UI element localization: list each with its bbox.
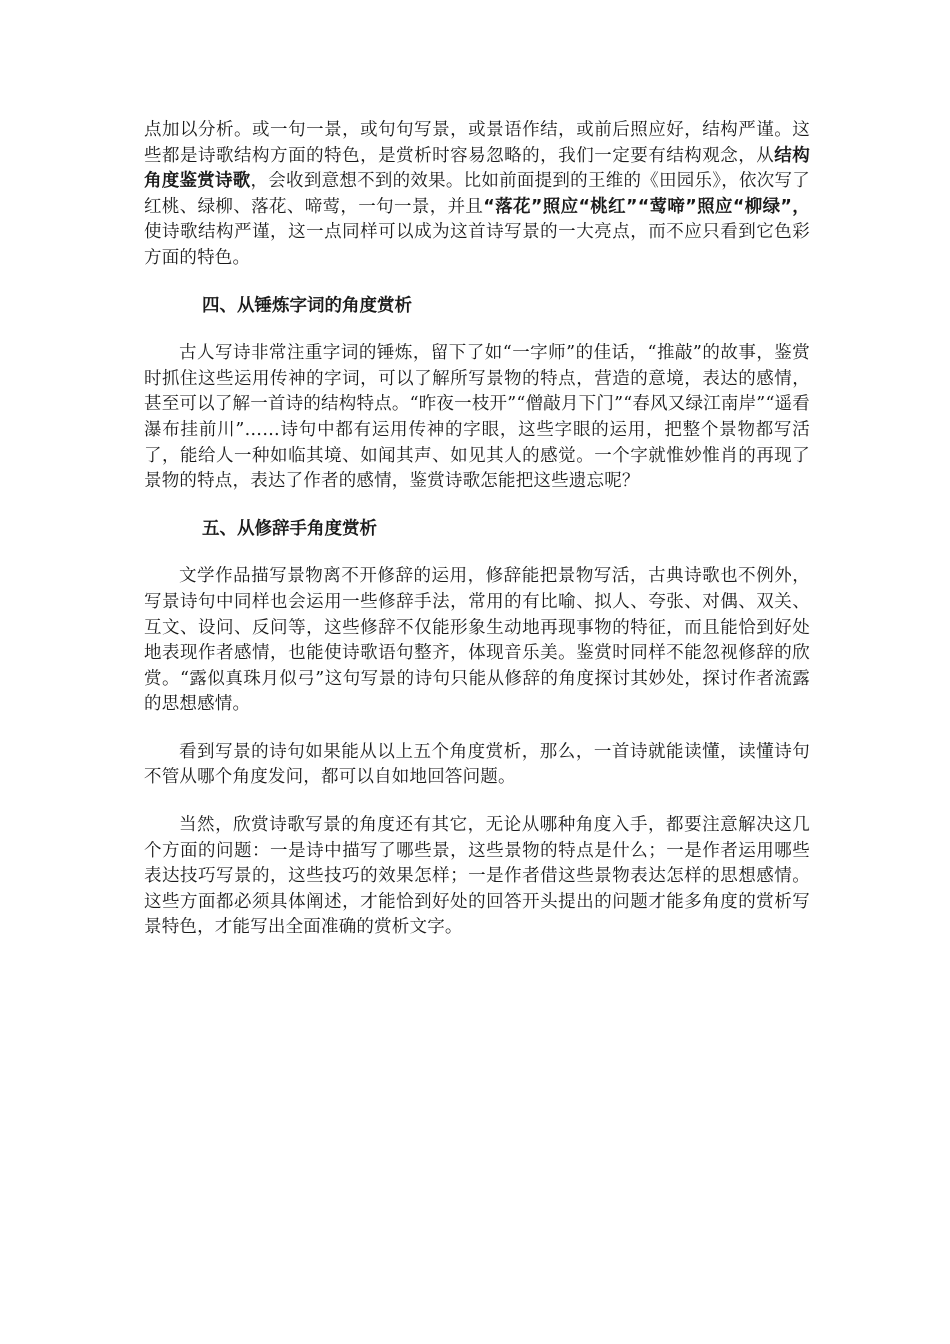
- paragraph-summary: 看到写景的诗句如果能从以上五个角度赏析，那么，一首诗就能读懂，读懂诗句不管从哪个角度发问，都可以自如地回答问题。: [144, 741, 810, 788]
- paragraph-text: 使诗歌结构严谨，这一点同样可以成为这首诗写景的一大亮点，而不应只看到它色彩方面的特色。: [144, 222, 810, 268]
- paragraph-word-refinement: 古人写诗非常注重字词的锤炼，留下了如“一字师”的佳话，“推敲”的故事，鉴赏时抓住这些运用传神的字词，可以了解所写景物的特点，营造的意境，表达的感情，甚至可以了解一首诗的结构特点。“昨夜一枝开”“僧敲月下门”“春风又绿江南岸”“遥看瀑布挂前川”……诗句中都有运用传神的字眼，这些字眼的运用，把整个景物都写活了，能给人一种如临其境、如闻其声、如见其人的感觉。一个字就惟妙惟肖的再现了景物的特点，表达了作者的感情，鉴赏诗歌怎能把这些遗忘呢？: [144, 343, 810, 492]
- bold-phrase: “落花”照应“桃红”“莺啼”照应“柳绿”，: [483, 196, 810, 217]
- paragraph-text: ，会收到意想不到的效果。比如前面提到的王维的《田园乐》，依次写了红桃、绿柳、落花、啼莺，一句一景，并且: [144, 171, 810, 217]
- section-heading-4: 四、从锤炼字词的角度赏析: [202, 295, 412, 316]
- paragraph-rhetoric: 文学作品描写景物离不开修辞的运用，修辞能把景物写活，古典诗歌也不例外，写景诗句中同样也会运用一些修辞手法，常用的有比喻、拟人、夸张、对偶、双关、互文、设问、反问等，这些修辞不仅能形象生动地再现事物的特征，而且能恰到好处地表现作者感情，也能使诗歌语句整齐，体现音乐美。鉴赏时同样不能忽视修辞的欣赏。“露似真珠月似弓”这句写景的诗句只能从修辞的角度探讨其妙处，探讨作者流露的思想感情。: [144, 566, 810, 715]
- paragraph-text: 点加以分析。或一句一景，或句句写景，或景语作结，或前后照应好，结构严谨。这些都是诗歌结构方面的特色，是赏析时容易忽略的，我们一定要有结构观念，从: [144, 120, 810, 166]
- bold-phrase: 结构角度鉴赏诗歌: [144, 145, 811, 192]
- paragraph-conclusion: 当然，欣赏诗歌写景的角度还有其它，无论从哪种角度入手，都要注意解决这几个方面的问题：一是诗中描写了哪些景，这些景物的特点是什么；一是作者运用哪些表达技巧写景的，这些技巧的效果怎样；一是作者借这些景物表达怎样的思想感情。这些方面都必须具体阐述，才能恰到好处的回答开头提出的问题才能多角度的赏析写景特色，才能写出全面准确的赏析文字。: [144, 815, 810, 938]
- document-page: [144, 118, 810, 941]
- section-heading-5: 五、从修辞手角度赏析: [202, 518, 377, 539]
- paragraph-structure: [144, 118, 810, 272]
